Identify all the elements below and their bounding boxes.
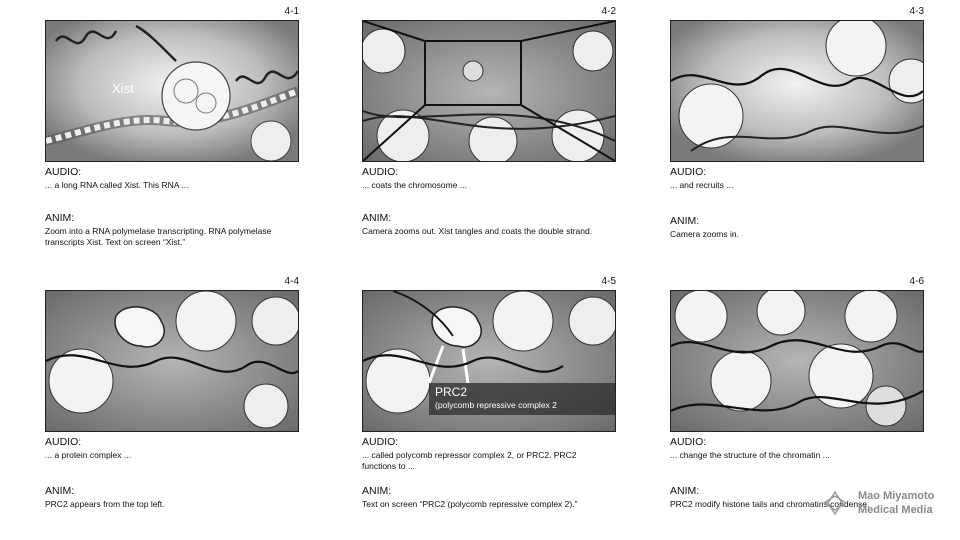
panel-illustration <box>362 20 616 162</box>
audio-label: AUDIO: <box>45 436 82 448</box>
flower-logo-icon <box>820 488 850 518</box>
anim-text: PRC2 modify histone tails and chromatins condense. <box>670 499 870 509</box>
audio-text: ... and recruits ... <box>670 180 734 190</box>
audio-text: ... a long RNA called Xist. This RNA ... <box>45 180 189 190</box>
panel-illustration <box>670 20 924 162</box>
panel-number: 4-3 <box>909 6 924 17</box>
audio-text: ... called polycomb repressor complex 2, or PRC2. PRC2 functions to ... <box>362 450 577 471</box>
anim-label: ANIM: <box>45 485 75 497</box>
anim-label: ANIM: <box>362 212 392 224</box>
anim-label: ANIM: <box>45 212 75 224</box>
audio-text: ... a protein complex ... <box>45 450 131 460</box>
anim-label: ANIM: <box>670 215 700 227</box>
overlay-title: PRC2 <box>435 385 468 399</box>
anim-text: Text on screen “PRC2 (polycomb repressive complex 2).” <box>362 499 578 509</box>
panel-number: 4-2 <box>601 6 616 17</box>
audio-label: AUDIO: <box>362 436 399 448</box>
panel-number: 4-4 <box>284 276 299 287</box>
panel-illustration <box>670 290 924 432</box>
panel-number: 4-1 <box>284 6 299 17</box>
anim-text: Camera zooms out. Xist tangles and coats the double strand. <box>362 226 593 236</box>
panel-illustration <box>45 290 299 432</box>
anim-text: Camera zooms in. <box>670 229 739 239</box>
anim-text: PRC2 appears from the top left. <box>45 499 165 509</box>
audio-label: AUDIO: <box>45 166 82 178</box>
watermark <box>820 488 950 524</box>
panel-number: 4-6 <box>909 276 924 287</box>
watermark-line-2: Medical Media <box>858 504 933 516</box>
audio-text: ... coats the chromosome ... <box>362 180 467 190</box>
prc2-overlay-label <box>429 383 615 415</box>
panel-illustration <box>45 20 299 162</box>
overlay-subtitle: (polycomb repressive complex 2 <box>435 400 557 410</box>
xist-overlay-text: Xist <box>112 81 134 96</box>
anim-label: ANIM: <box>362 485 392 497</box>
panel-number: 4-5 <box>601 276 616 287</box>
watermark-line-1: Mao Miyamoto <box>858 490 935 502</box>
anim-label: ANIM: <box>670 485 700 497</box>
anim-text: Zoom into a RNA polymelase transcripting. RNA polymelase transcripts Xist. Text on screen “Xist.” <box>45 226 272 247</box>
panel-illustration <box>362 290 616 432</box>
audio-label: AUDIO: <box>670 436 707 448</box>
audio-text: ... change the structure of the chromatin ... <box>670 450 830 460</box>
audio-label: AUDIO: <box>362 166 399 178</box>
audio-label: AUDIO: <box>670 166 707 178</box>
